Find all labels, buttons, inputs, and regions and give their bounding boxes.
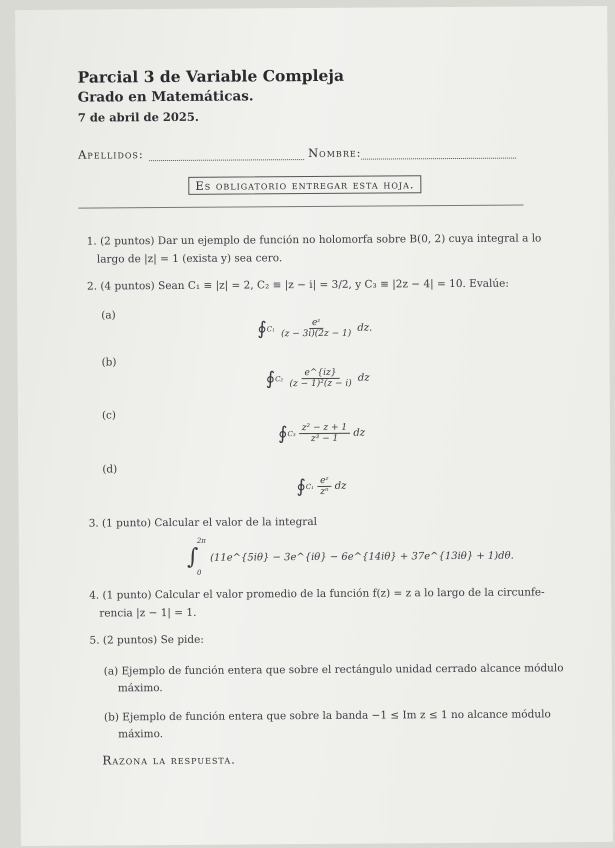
surnames-label: Apellidos: [78, 147, 144, 162]
problem-3-integral [186, 536, 514, 577]
integral-d-dz: dz [334, 480, 347, 492]
integral-upper-limit: 2π [196, 536, 206, 545]
mandatory-notice: Es obligatorio entregar esta hoja. [188, 175, 421, 195]
integral-a-contour: C₁ [266, 325, 275, 334]
problem-5b-line-2: máximo. [118, 728, 164, 741]
problem-5a-line-2: máximo. [117, 682, 163, 695]
integral-d-contour: C₁ [305, 483, 315, 492]
name-label: Nombre: [308, 145, 362, 161]
problem-5b-line-1: (b) Ejemplo de función entera que sobre la banda −1 ≤ Im z ≤ 1 no alcance módulo [103, 708, 551, 724]
integral-d-fraction [317, 476, 332, 497]
exam-sheet [15, 6, 613, 846]
surnames-line [149, 159, 304, 161]
integral-c-denominator: z³ − 1 [310, 433, 339, 445]
integral-c [278, 423, 365, 445]
closing-instruction: Razona la respuesta. [102, 752, 236, 768]
integral-a-dz: dz. [357, 322, 373, 334]
integral-b-contour: C₂ [275, 375, 284, 384]
problem-5-statement: 5. (2 puntos) Se pide: [89, 633, 204, 647]
integral-c-numerator: z² − z + 1 [299, 423, 350, 434]
exam-subtitle: Grado en Matemáticas. [77, 88, 254, 106]
integral-a-fraction [278, 318, 354, 340]
integral-d-numerator: eᶻ [317, 476, 331, 487]
integral-b [266, 368, 370, 390]
integral-b-denominator: (z − 1)²(z − i) [289, 378, 352, 390]
integral-a-numerator: eᶻ [309, 318, 323, 329]
problem-3-integrand: (11e^{5iθ} − 3e^{iθ} − 6e^{14iθ} + 37e^{13iθ} + 1)dθ. [210, 550, 514, 564]
exam-date: 7 de abril de 2025. [77, 109, 199, 125]
problem-2c-label: (c) [101, 409, 117, 422]
problem-4-line-1: 4. (1 punto) Calcular el valor promedio de la función f(z) = z a lo largo de la circunfe- [89, 586, 545, 602]
problem-1-line-2: largo de |z| = 1 (exista y) sea cero. [96, 252, 283, 266]
integral-d-denominator: zⁿ [320, 486, 329, 497]
contour-integral-symbol: ∮ [277, 423, 288, 445]
problem-2b-label: (b) [101, 356, 117, 369]
integral-a-denominator: (z − 3i)(2z − 1) [281, 328, 352, 340]
contour-integral-symbol: ∮ [265, 368, 276, 390]
header-rule [78, 205, 523, 209]
problem-2d-label: (d) [102, 463, 118, 476]
problem-2-statement: 2. (4 puntos) Sean C₁ ≡ |z| = 2, C₂ ≡ |z − i| = 3/2, y C₃ ≡ |2z − 4| = 10. Evalúe: [86, 277, 509, 293]
integral-a [257, 318, 372, 340]
integral-b-fraction [286, 368, 354, 389]
contour-integral-symbol: ∮ [296, 476, 306, 498]
exam-title: Parcial 3 de Variable Compleja [77, 65, 345, 87]
integral-c-fraction [299, 423, 350, 444]
problem-1-line-1: 1. (2 puntos) Dar un ejemplo de función no holomorfa sobre B(0, 2) cuya integral a lo [86, 232, 542, 248]
integral-b-dz: dz [357, 372, 370, 384]
definite-integral-symbol [186, 536, 206, 577]
name-line [361, 158, 516, 160]
integral-c-dz: dz [353, 427, 366, 439]
integral-d [296, 476, 346, 497]
problem-2a-label: (a) [101, 309, 116, 322]
problem-4-line-2: rencia |z − 1| = 1. [99, 606, 197, 620]
problem-3-statement: 3. (1 punto) Calcular el valor de la integral [88, 515, 317, 530]
integral-sign: ∫ [186, 544, 199, 570]
contour-integral-symbol: ∮ [257, 318, 267, 340]
integral-lower-limit: 0 [196, 568, 202, 577]
problem-5a-line-1: (a) Ejemplo de función entera que sobre el rectángulo unidad cerrado alcance módulo [103, 662, 564, 678]
integral-b-numerator: e^{iz} [302, 368, 340, 379]
integral-c-contour: C₃ [287, 430, 296, 439]
